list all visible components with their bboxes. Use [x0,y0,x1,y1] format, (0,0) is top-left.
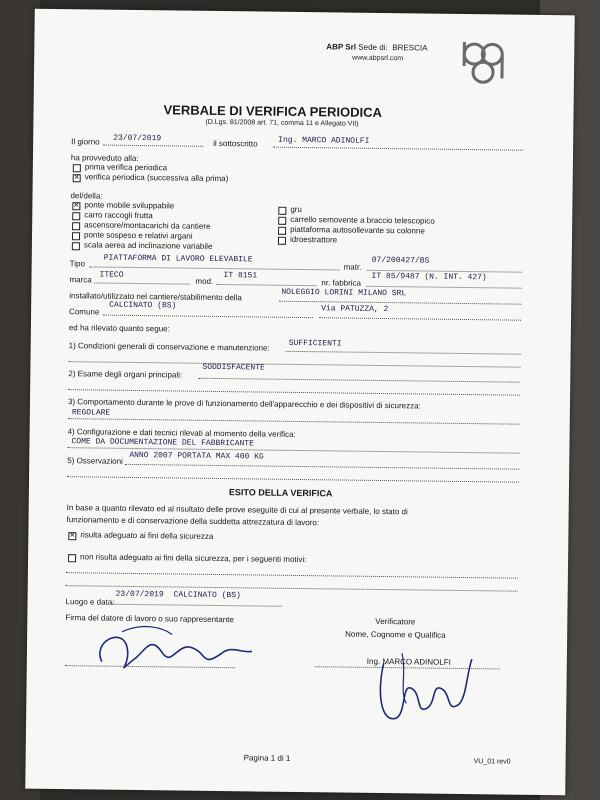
checkbox-carro[interactable] [72,212,80,220]
eq-gru: gru [290,204,302,215]
findings-label: ed ha rilevato quanto segue: [68,323,170,334]
mod-line [216,284,316,286]
mod-value: IT 8151 [223,271,258,281]
matr-label: matr. [343,262,362,272]
date-value: 23/07/2019 [113,133,162,144]
finding-5-label: 5) Osservazioni [67,456,123,466]
checkbox-ponte-mobile[interactable]: ✕ [73,202,80,210]
finding-5-line2 [67,476,519,483]
finding-1-value: SUFFICIENTI [288,338,342,349]
tipo-line [90,266,340,270]
checkbox-idroestrattore[interactable] [278,237,286,245]
comune-label: Comune [69,307,100,317]
finding-3-label: 3) Comportamento durante le prove di funzionamento dell'apparecchio e dei dispositivi di sicurezza: [67,397,421,411]
verifier-sub: Nome, Cognome e Qualifica [345,629,446,640]
document-sheet [25,9,574,796]
abp-logo [458,38,519,91]
finding-2-value: SODDISFACENTE [202,362,265,373]
eq-ponte-sospeso: ponte sospeso e relativi argani [83,230,193,241]
checkbox-scala[interactable] [72,242,80,250]
finding-4-label: 4) Configurazione e dati tecnici rilevati al momento della verifica: [67,427,296,439]
checkbox-esito-ko[interactable] [68,554,76,562]
page-number: Pagina 1 di 1 [243,753,291,763]
eq-carro: carro raccogli frutta [84,210,153,221]
employer-signature [82,621,263,683]
esito-ko-label: non risulta adeguato ai fini della sicurezza, per i seguenti motivi: [80,552,307,565]
closing-place: CALCINATO (BS) [173,590,241,601]
eq-carrello: carrello semovente a braccio telescopico [290,214,435,226]
eq-ascensore: ascensore/montacarichi da cantiere [84,220,211,231]
checkbox-periodic-check[interactable]: ✕ [73,174,80,182]
company-name: ABP Srl [326,42,357,52]
mod-label: mod. [195,276,214,286]
finding-1-label: 1) Condizioni generali di conservazione e manutenzione: [68,341,270,353]
finding-1-line [286,351,521,355]
seat-label: Sede di: [358,42,388,53]
marca-line [94,282,189,284]
eq-piattaforma: piattaforma autosollevante su colonne [290,224,425,236]
finding-2-line [198,378,520,383]
verifier-label: Verificatore [375,616,416,627]
finding-2-label: 2) Esame degli organi principali: [68,369,183,380]
finding-3-value: REGOLARE [71,408,111,418]
page-subtitle: (D.Lgs. 81/2008 art. 71, comma 11 e Allegato VII) [205,118,359,128]
verifier-name: Ing. MARCO ADINOLFI [366,656,451,667]
form-code: VU_01 rev0 [473,758,511,766]
checkbox-carrello[interactable] [278,217,286,225]
place-label: Luogo e data: [65,597,115,607]
checkbox-piattaforma[interactable] [278,227,286,235]
installed-value: NOLEGGIO LORINI MILANO SRL [281,287,407,299]
fabbrica-label: nr. fabbrica [321,278,362,288]
finding-1-line2 [68,361,520,368]
esito-title: ESITO DELLA VERIFICA [228,487,333,499]
checkbox-gru[interactable] [278,207,286,215]
employer-label: Firma del datore di lavoro o suo rappresentante [65,613,234,625]
checkbox-first-check[interactable] [73,164,81,172]
closing-date: 23/07/2019 [115,589,164,600]
tipo-label: Tipo [69,259,85,269]
comune-value: CALCINATO (BS) [109,300,177,311]
comune-line [103,315,313,319]
finding-5-line [125,464,519,470]
esito-ko-line1 [66,572,518,579]
finding-5-value: ANNO 2007 PORTATA MAX 400 KG [129,450,264,462]
matr-value: 07/200427/BS [371,255,430,266]
checkbox-ponte-sospeso[interactable] [72,232,80,240]
installed-label: installato/utilizzato nel cantiere/stabilimento della [69,291,242,303]
marca-label: marca [69,275,92,285]
esito-ok-label: risulta adeguato ai fini della sicurezza [80,530,214,541]
finding-2-line2 [68,389,520,396]
inspector-name: Ing. MARCO ADINOLFI [278,135,370,146]
marca-value: ITECO [99,270,124,280]
page-title: VERBALE DI VERIFICA PERIODICA [163,102,383,120]
via-line [319,317,521,320]
tipo-value: PIATTAFORMA DI LAVORO ELEVABILE [103,253,253,265]
option-first-check: prima verifica periodica [84,162,168,173]
provided-label: ha provveduto alla: [70,153,139,164]
checkbox-ascensore[interactable] [72,222,80,230]
place-line [112,604,282,607]
eq-ponte-mobile: ponte mobile sviluppabile [84,200,175,211]
verifier-signature [371,643,482,734]
checkbox-esito-ok[interactable]: ✕ [69,532,76,540]
finding-3-line [68,418,520,425]
esito-text-2: funzionamento e di conservazione della suddetta attrezzatura di lavoro: [66,515,320,528]
option-periodic-check: verifica periodica (successiva alla prima) [84,172,229,184]
inspector-line [273,147,523,151]
eq-scala: scala aerea ad inclinazione variabile [83,240,213,251]
website: www.abpsrl.com [352,54,404,63]
eq-idroestrattore: idroestrattore [289,234,338,245]
signer-label: il sottoscritto [213,138,258,149]
seat-city: BRESCIA [392,43,428,53]
equipment-label: del/della: [70,191,103,201]
date-line [103,145,203,147]
finding-4-value: COME DA DOCUMENTAZIONE DEL FABBRICANTE [71,437,254,449]
esito-text-1: In base a quanto rilevato ed al risultato delle prove eseguite di cui al presente verbale, lo stato di [66,503,408,517]
installed-line [279,301,521,305]
day-label: Il giorno [71,137,100,147]
via-value: Via PATUZZA, 2 [321,304,389,315]
fabbrica-value: IT 85/9487 (N. INT. 427) [371,271,487,283]
